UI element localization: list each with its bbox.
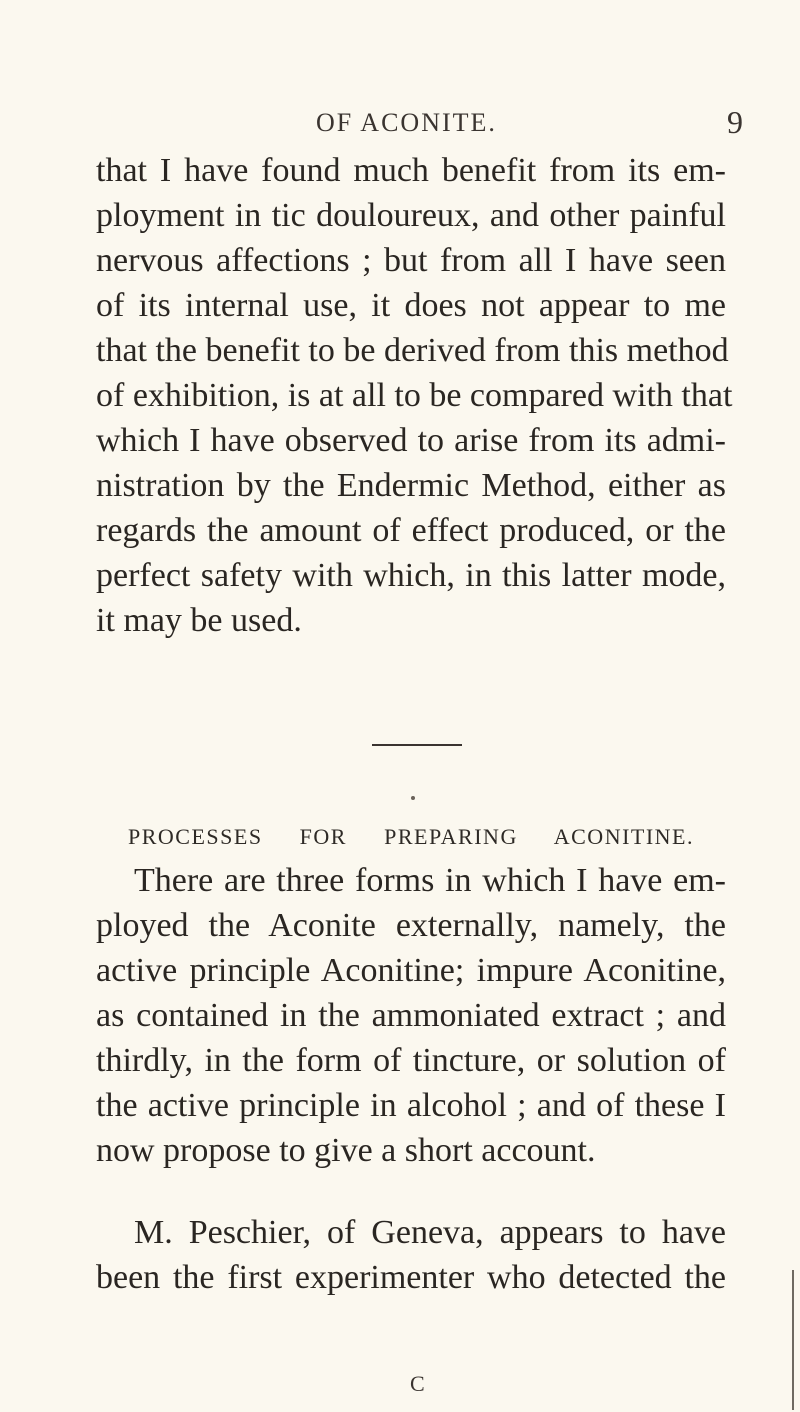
paragraph2-line: now propose to give a short account. [96, 1132, 596, 1169]
paragraph1-line: nervous affections ; but from all I have seen [96, 242, 726, 279]
paragraph1-line: that the benefit to be derived from this method [96, 332, 729, 369]
paragraph2-line: There are three forms in which I have em- [134, 862, 726, 899]
paragraph1-line: of exhibition, is at all to be compared with that [96, 377, 733, 414]
paragraph2-line: ployed the Aconite externally, namely, the [96, 907, 726, 944]
paragraph2-line: active principle Aconitine; impure Aconitine, [96, 952, 726, 989]
paragraph1-line: it may be used. [96, 602, 302, 639]
page-edge-shadow [792, 1270, 794, 1410]
paragraph1-line: nistration by the Endermic Method, either as [96, 467, 726, 504]
paragraph1-line: perfect safety with which, in this latter mode, [96, 557, 726, 594]
ink-speck [411, 796, 415, 800]
section-divider [372, 744, 462, 746]
paragraph1-line: that I have found much benefit from its em- [96, 152, 726, 189]
paragraph2-line: as contained in the ammoniated extract ; and [96, 997, 726, 1034]
paragraph3-line: been the first experimenter who detected the [96, 1259, 726, 1296]
page-number: 9 [727, 104, 743, 140]
paragraph3-line: M. Peschier, of Geneva, appears to have [134, 1214, 726, 1251]
section-heading: PROCESSES FOR PREPARING ACONITINE. [128, 824, 694, 849]
running-head: OF ACONITE. [316, 108, 497, 137]
paragraph1-line: ployment in tic douloureux, and other painful [96, 197, 726, 234]
paragraph2-line: thirdly, in the form of tincture, or solution of [96, 1042, 726, 1079]
paragraph2-line: the active principle in alcohol ; and of these I [96, 1087, 726, 1124]
signature-mark: C [410, 1371, 425, 1396]
paragraph1-line: which I have observed to arise from its admi- [96, 422, 726, 459]
paragraph1-line: regards the amount of effect produced, or the [96, 512, 726, 549]
paragraph1-line: of its internal use, it does not appear to me [96, 287, 726, 324]
